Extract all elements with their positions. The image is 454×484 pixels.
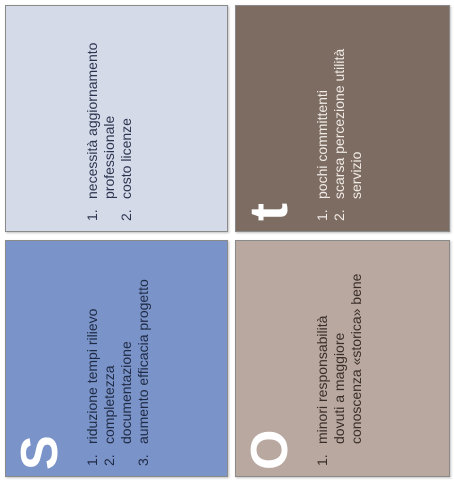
threats-letter: t: [239, 203, 299, 221]
swot-quadrant-strengths: [5, 240, 228, 477]
list-item: 2. costo licenze: [118, 118, 134, 221]
swot-quadrant-weaknesses: [5, 5, 228, 232]
list-item: 1. pochi committenti: [314, 90, 330, 221]
list-item: 2. scarsa percezione utilità: [331, 48, 347, 221]
opportunities-letter: O: [241, 429, 299, 470]
list-item: documentazione: [118, 341, 134, 444]
opportunities-list: [314, 274, 365, 466]
list-item: dovuti a maggiore: [331, 332, 347, 444]
swot-quadrant-threats: [235, 5, 450, 232]
strengths-list: [84, 279, 152, 466]
strengths-letter: S: [11, 435, 69, 470]
list-item: servizio: [348, 151, 364, 199]
list-item: 1. riduzione tempi rilievo: [84, 308, 100, 466]
swot-quadrant-opportunities: [235, 240, 450, 477]
list-item: 3. aumento efficacia progetto: [135, 279, 151, 466]
threats-list: [314, 49, 365, 221]
list-item: 1. necessità aggiornamento: [84, 42, 100, 221]
list-item: 1. minori responsabilità: [314, 315, 330, 466]
list-item: 2. completezza: [101, 365, 117, 466]
list-item: professionale: [101, 115, 117, 199]
list-item: conoscenza «storica» bene: [348, 273, 364, 444]
weaknesses-list: [84, 43, 135, 221]
